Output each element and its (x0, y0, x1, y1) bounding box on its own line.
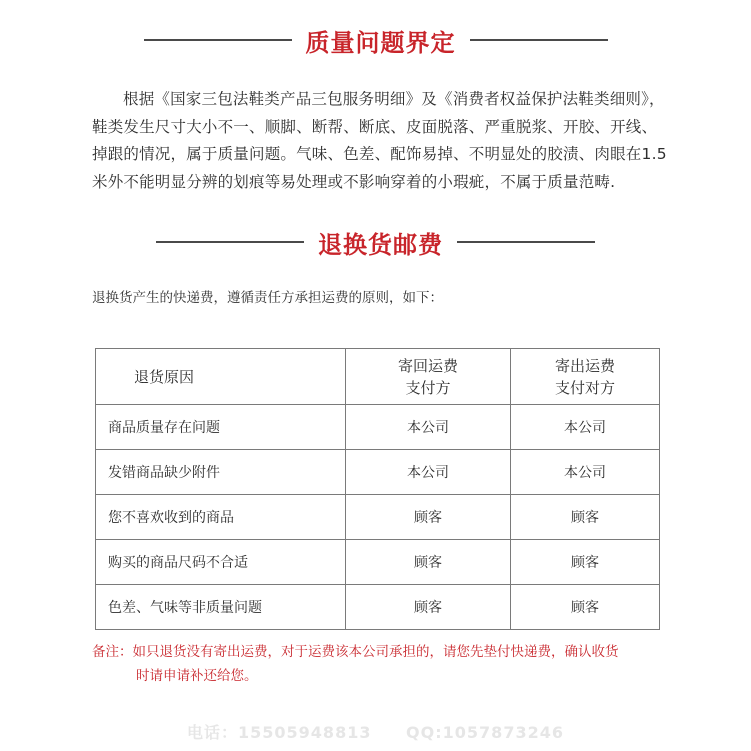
row-return-payer-cell: 顾客 (346, 495, 511, 540)
row-reason-cell: 色差、气味等非质量问题 (96, 585, 346, 630)
row-send-payer-cell: 本公司 (511, 450, 660, 495)
header-send-line1: 寄出运费 (554, 356, 615, 375)
table-row (96, 495, 660, 540)
row-send-payer-cell: 顾客 (511, 540, 660, 585)
header-divider-left (144, 39, 292, 41)
header-divider-right (457, 241, 595, 243)
table-row (96, 450, 660, 495)
header-return-line2: 支付方 (405, 378, 451, 397)
shipping-section-title: 退换货邮费 (318, 230, 443, 259)
table-row (96, 540, 660, 585)
header-return-reason: 退货原因 (96, 349, 346, 405)
contact-watermark (0, 720, 751, 743)
header-return-line1: 寄回运费 (397, 356, 458, 375)
quality-definition-paragraph: 根据《国家三包法鞋类产品三包服务明细》及《消费者权益保护法鞋类细则》，鞋类发生尺寸大小不一、顺脚、断帮、断底、皮面脱落、严重脱浆、开胶、开线、掉跟的情况，属于质量问题。气味、色差、配饰易掉、不明显处的胶渍、肉眼在1.5米外不能明显分辨的划痕等易处理或不影响穿着的小瑕疵，不属于质量范畴. (92, 90, 667, 191)
row-return-payer-cell: 本公司 (346, 405, 511, 450)
quality-section-title: 质量问题界定 (305, 28, 456, 57)
row-reason-cell: 您不喜欢收到的商品 (96, 495, 346, 540)
contact-phone: 电话：15505948813 (187, 723, 372, 742)
header-send-line2: 支付对方 (554, 378, 615, 397)
quality-section-header (0, 20, 751, 60)
header-divider-left (156, 241, 304, 243)
row-reason-cell: 发错商品缺少附件 (96, 450, 346, 495)
row-send-payer-cell: 本公司 (511, 405, 660, 450)
refund-note (92, 640, 672, 688)
row-return-payer-cell: 顾客 (346, 585, 511, 630)
shipping-fee-table (95, 348, 660, 630)
refund-note-line1: 备注：如只退货没有寄出运费，对于运费该本公司承担的，请您先垫付快递费，确认收货 (92, 644, 619, 660)
refund-note-line2: 时请申请补还给您。 (136, 668, 258, 684)
row-send-payer-cell: 顾客 (511, 495, 660, 540)
header-send-shipping-payer (511, 349, 660, 405)
row-return-payer-cell: 顾客 (346, 540, 511, 585)
table-row (96, 585, 660, 630)
row-reason-cell: 购买的商品尺码不合适 (96, 540, 346, 585)
header-divider-right (470, 39, 608, 41)
shipping-section-header (0, 222, 751, 262)
table-row (96, 405, 660, 450)
row-send-payer-cell: 顾客 (511, 585, 660, 630)
contact-qq: QQ:1057873246 (406, 723, 564, 742)
header-return-shipping-payer (346, 349, 511, 405)
row-return-payer-cell: 本公司 (346, 450, 511, 495)
shipping-intro-text: 退换货产生的快递费，遵循责任方承担运费的原则，如下： (92, 290, 443, 306)
table-header-row (96, 349, 660, 405)
row-reason-cell: 商品质量存在问题 (96, 405, 346, 450)
